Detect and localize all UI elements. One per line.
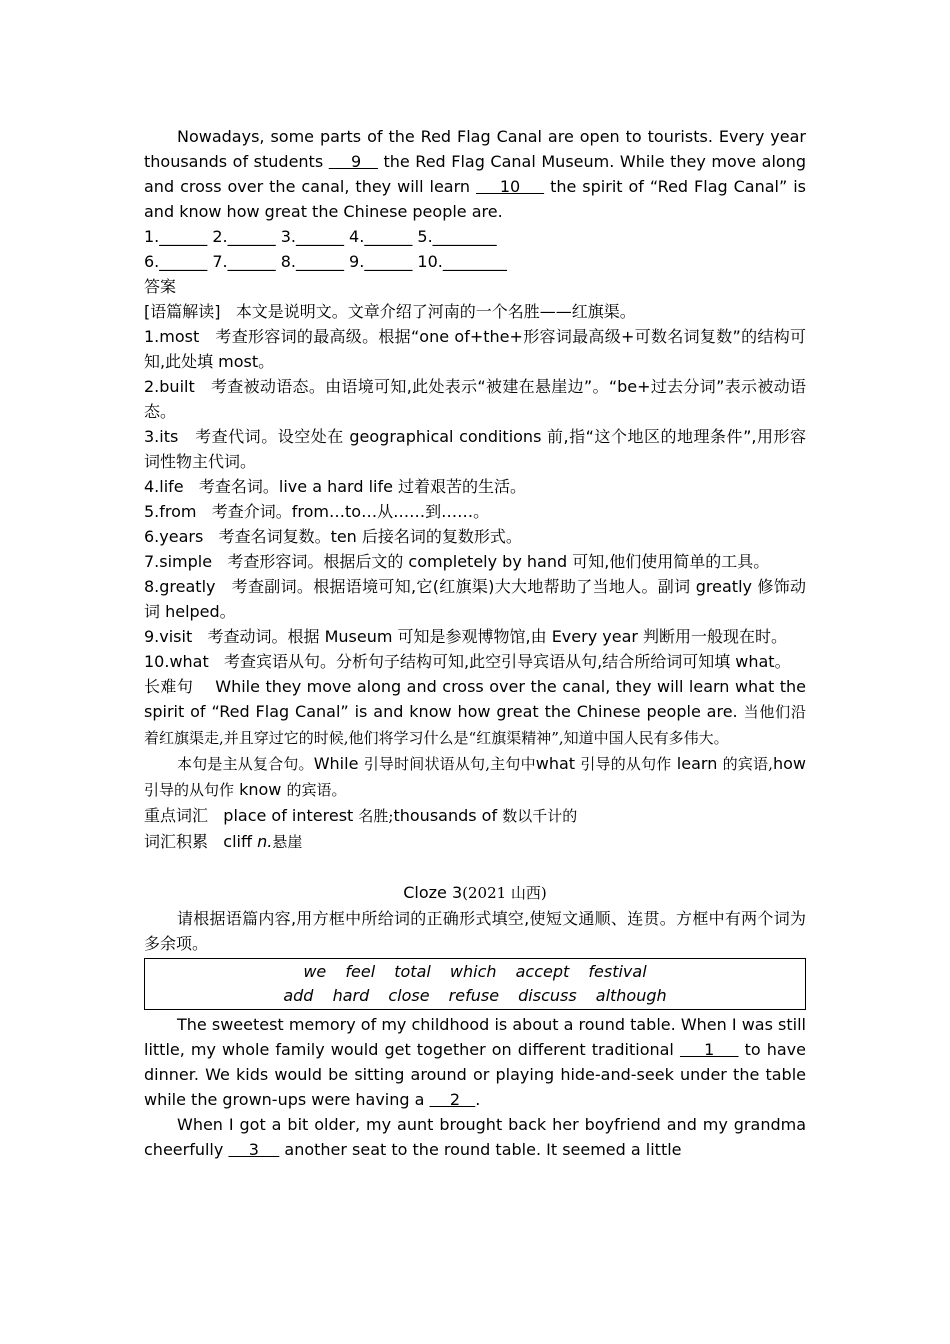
answer-explanation: 考查介词。from…to…从……到……。	[211, 502, 490, 521]
long-sentence-chinese: 当他们沿着红旗渠走,并且穿过它的时候,他们将学习什么是“红旗渠精神”,知道中国人民有多伟大。	[144, 703, 806, 747]
analysis-label: [语篇解读]	[144, 302, 221, 321]
answer-item	[144, 649, 806, 674]
answer-item	[144, 374, 806, 424]
answer-key: 4.life	[144, 477, 184, 496]
blank-10: 10	[476, 177, 545, 196]
answer-item	[144, 499, 806, 524]
passage-text: the spirit of “Red Flag Canal” is and know how great the Chinese people are.	[144, 177, 807, 221]
answer-explanation: 考查形容词。根据后文的 completely by hand 可知,他们使用简单的工具。	[227, 552, 770, 571]
vocab-meaning: 悬崖	[272, 833, 303, 851]
document-content	[144, 124, 806, 1162]
answer-key: 2.built	[144, 377, 195, 396]
key-vocab-label: 重点词汇	[144, 806, 209, 825]
cloze-paragraph-1	[144, 1012, 806, 1112]
analysis-term: learn	[676, 754, 718, 773]
cloze-text: .	[475, 1090, 481, 1109]
word-option: although	[595, 986, 667, 1005]
cloze-text: When I got a bit older, my aunt brought back her boyfriend and my grandma cheerfully	[144, 1115, 806, 1159]
answer-explanation: 考查动词。根据 Museum 可知是参观博物馆,由 Every year 判断用一般现在时。	[207, 627, 788, 646]
key-vocab	[144, 803, 806, 829]
word-option: close	[388, 986, 430, 1005]
word-box-row-2	[145, 984, 805, 1008]
cloze-text: The sweetest memory of my childhood is about a round table. When I was still little, my whole family would get together on different traditional	[144, 1015, 806, 1059]
analysis-text: 引导时间状语从句,主句中	[363, 755, 536, 773]
vocab-meaning: 名胜;	[358, 807, 394, 825]
vocab-meaning: 数以千计的	[502, 807, 578, 825]
answer-explanation: 考查代词。设空处在 geographical conditions 前,指“这个地区的地理条件”,用形容词性物主代词。	[144, 427, 806, 471]
word-box-row-1	[145, 960, 805, 984]
long-sentence-english: While they move along and cross over the canal, they will learn what the spirit of “Red Flag Canal” is and know how great the Chinese people are.	[144, 677, 807, 721]
vocab-accum	[144, 829, 806, 855]
cloze-paragraph-2	[144, 1112, 806, 1162]
answer-explanation: 考查副词。根据语境可知,它(红旗渠)大大地帮助了当地人。副词 greatly 修饰动词 helped。	[144, 577, 807, 621]
answer-key: 9.visit	[144, 627, 193, 646]
word-option: which	[449, 962, 497, 981]
analysis-text: 引导的从句作	[144, 781, 235, 799]
answer-item	[144, 324, 806, 374]
word-option: hard	[332, 986, 370, 1005]
answer-item	[144, 524, 806, 549]
part-of-speech: n.	[257, 832, 273, 851]
word-option: feel	[345, 962, 376, 981]
word-box	[144, 958, 806, 1010]
answer-key: 7.simple	[144, 552, 213, 571]
word-option: refuse	[448, 986, 500, 1005]
analysis-term: what	[535, 754, 576, 773]
cloze-title-source: (2021 山西)	[462, 884, 547, 902]
passage-text: the Red Flag Canal Museum. While they move along and cross over the canal, they will learn	[144, 152, 807, 196]
answer-explanation: 考查宾语从句。分析句子结构可知,此空引导宾语从句,结合所给词可知填 what。	[224, 652, 791, 671]
passage-top	[144, 124, 806, 224]
answer-item	[144, 549, 806, 574]
cloze-text: to have dinner. We kids would be sitting around or playing hide-and-seek under the table while the grown-ups were having a	[144, 1040, 806, 1109]
analysis-text: 本句是主从复合句。	[177, 755, 314, 773]
blank-3: 3	[228, 1140, 280, 1159]
analysis-text: 的宾语,	[722, 755, 773, 773]
analysis-term: know	[239, 780, 282, 799]
answer-line-1: 1.______ 2.______ 3.______ 4.______ 5.________	[144, 227, 497, 246]
vocab-word: thousands of	[393, 806, 498, 825]
cloze-title-text: Cloze 3	[403, 883, 463, 902]
cloze-title	[144, 880, 806, 906]
blank-2: 2	[429, 1090, 476, 1109]
blank-9: 9	[328, 152, 378, 171]
answer-key: 3.its	[144, 427, 179, 446]
long-sentence-label: 长难句	[144, 677, 194, 696]
analysis-text: 引导的从句作	[580, 755, 672, 773]
analysis-term: While	[313, 754, 359, 773]
analysis-text: 的宾语。	[286, 781, 347, 799]
vocab-word: place of interest	[223, 806, 354, 825]
answer-item	[144, 624, 806, 649]
answer-item	[144, 574, 806, 624]
answer-explanation: 考查被动语态。由语境可知,此处表示“被建在悬崖边”。“be+过去分词”表示被动语态。	[144, 377, 806, 421]
long-sentence	[144, 674, 806, 751]
word-option: discuss	[518, 986, 577, 1005]
answer-key: 8.greatly	[144, 577, 216, 596]
answer-line-2: 6.______ 7.______ 8.______ 9.______ 10.________	[144, 252, 507, 271]
long-sentence-analysis	[144, 751, 806, 803]
passage-text: Nowadays, some parts of the Red Flag Canal are open to tourists. Every year thousands of students	[144, 127, 806, 171]
word-option: accept	[515, 962, 570, 981]
cloze-instruction: 请根据语篇内容,用方框中所给词的正确形式填空,使短文通顺、连贯。方框中有两个词为多余项。	[144, 909, 806, 953]
answer-item	[144, 474, 806, 499]
answer-item	[144, 424, 806, 474]
word-option: we	[303, 962, 327, 981]
answer-key: 5.from	[144, 502, 197, 521]
word-option: festival	[588, 962, 647, 981]
word-option: total	[394, 962, 431, 981]
answer-key: 10.what	[144, 652, 209, 671]
answer-list	[144, 324, 806, 674]
word-option: add	[283, 986, 314, 1005]
answer-explanation: 考查形容词的最高级。根据“one of+the+形容词最高级+可数名词复数”的结构可知,此处填 most。	[144, 327, 806, 371]
answer-explanation: 考查名词复数。ten 后接名词的复数形式。	[218, 527, 522, 546]
cloze-text: another seat to the round table. It seemed a little	[279, 1140, 682, 1159]
analysis-term: how	[772, 754, 806, 773]
vocab-accum-label: 词汇积累	[144, 832, 209, 851]
answer-key: 1.most	[144, 327, 200, 346]
answer-heading: 答案	[144, 277, 177, 296]
analysis	[144, 299, 806, 324]
blank-1: 1	[679, 1040, 739, 1059]
answer-explanation: 考查名词。live a hard life 过着艰苦的生活。	[198, 477, 527, 496]
analysis-text: 本文是说明文。文章介绍了河南的一个名胜——红旗渠。	[235, 302, 636, 321]
vocab-word: cliff	[223, 832, 252, 851]
answer-key: 6.years	[144, 527, 204, 546]
